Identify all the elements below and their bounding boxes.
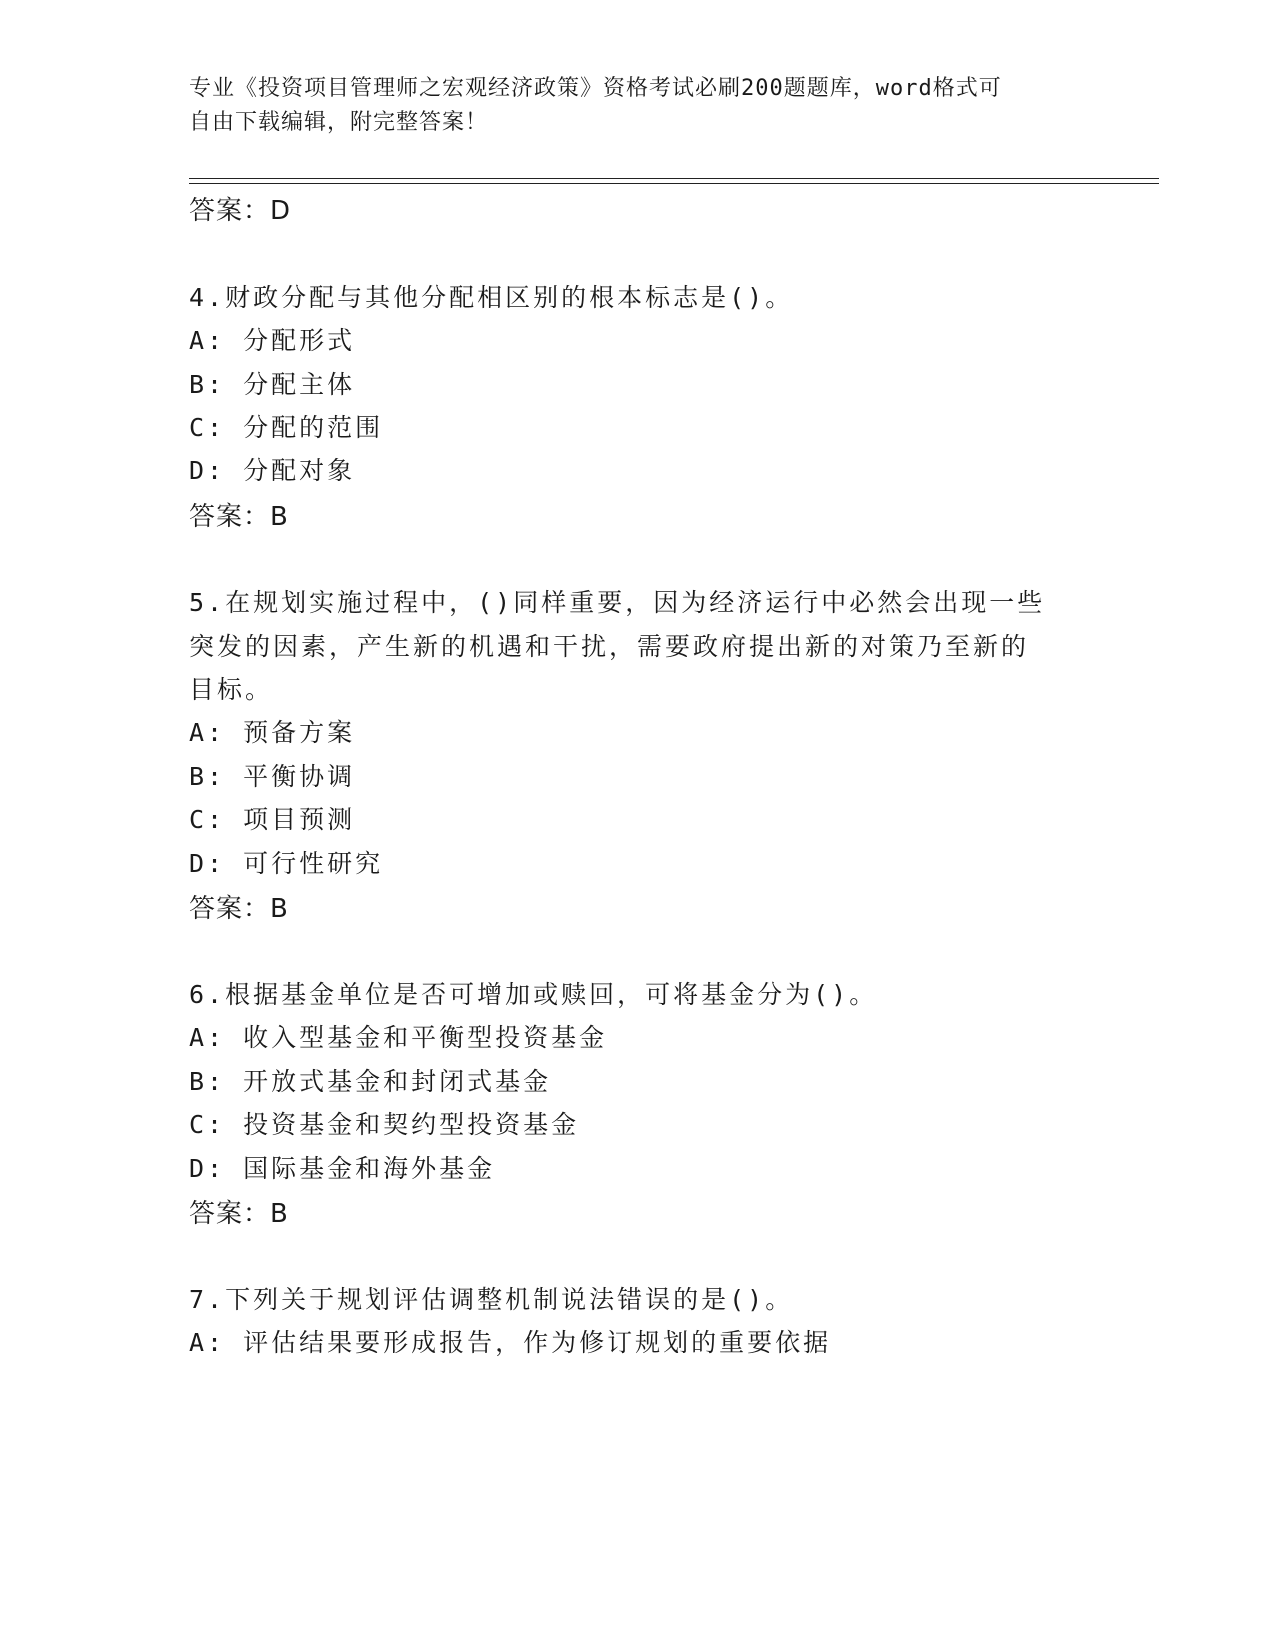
question-4-answer: 答案：B xyxy=(189,502,289,532)
question-5-option-c: C: 项目预测 xyxy=(189,805,356,834)
question-7-option-a: A: 评估结果要形成报告，作为修订规划的重要依据 xyxy=(189,1328,832,1357)
question-5-answer: 答案：B xyxy=(189,894,289,924)
question-6-option-c: C: 投资基金和契约型投资基金 xyxy=(189,1110,580,1139)
question-4-option-d: D: 分配对象 xyxy=(189,456,356,485)
question-6: 6.根据基金单位是否可增加或赎回，可将基金分为()。 xyxy=(189,980,878,1009)
question-6-answer: 答案：B xyxy=(189,1199,289,1229)
answer-previous: 答案：D xyxy=(189,196,292,226)
question-5-line-1: 5.在规划实施过程中，()同样重要，因为经济运行中必然会出现一些 xyxy=(189,588,1046,617)
document-header xyxy=(189,72,1069,140)
question-4: 4.财政分配与其他分配相区别的根本标志是()。 xyxy=(189,283,794,312)
header-line-2: 自由下载编辑，附完整答案！ xyxy=(189,110,489,135)
question-4-option-a: A: 分配形式 xyxy=(189,326,356,355)
question-5-option-d: D: 可行性研究 xyxy=(189,849,384,878)
question-6-option-d: D: 国际基金和海外基金 xyxy=(189,1154,496,1183)
question-5-option-a: A: 预备方案 xyxy=(189,718,356,747)
question-6-option-b: B: 开放式基金和封闭式基金 xyxy=(189,1067,552,1096)
question-5-option-b: B: 平衡协调 xyxy=(189,762,356,791)
question-5-line-2: 突发的因素，产生新的机遇和干扰，需要政府提出新的对策乃至新的 xyxy=(189,632,1030,661)
question-6-option-a: A: 收入型基金和平衡型投资基金 xyxy=(189,1023,608,1052)
question-4-option-c: C: 分配的范围 xyxy=(189,413,384,442)
question-7: 7.下列关于规划评估调整机制说法错误的是()。 xyxy=(189,1285,794,1314)
question-5-line-3: 目标。 xyxy=(189,675,274,704)
header-line-1: 专业《投资项目管理师之宏观经济政策》资格考试必刷200题题库，word格式可 xyxy=(189,76,1002,101)
header-rule-top xyxy=(189,178,1159,179)
question-4-option-b: B: 分配主体 xyxy=(189,370,356,399)
header-rule-bottom xyxy=(189,183,1159,184)
